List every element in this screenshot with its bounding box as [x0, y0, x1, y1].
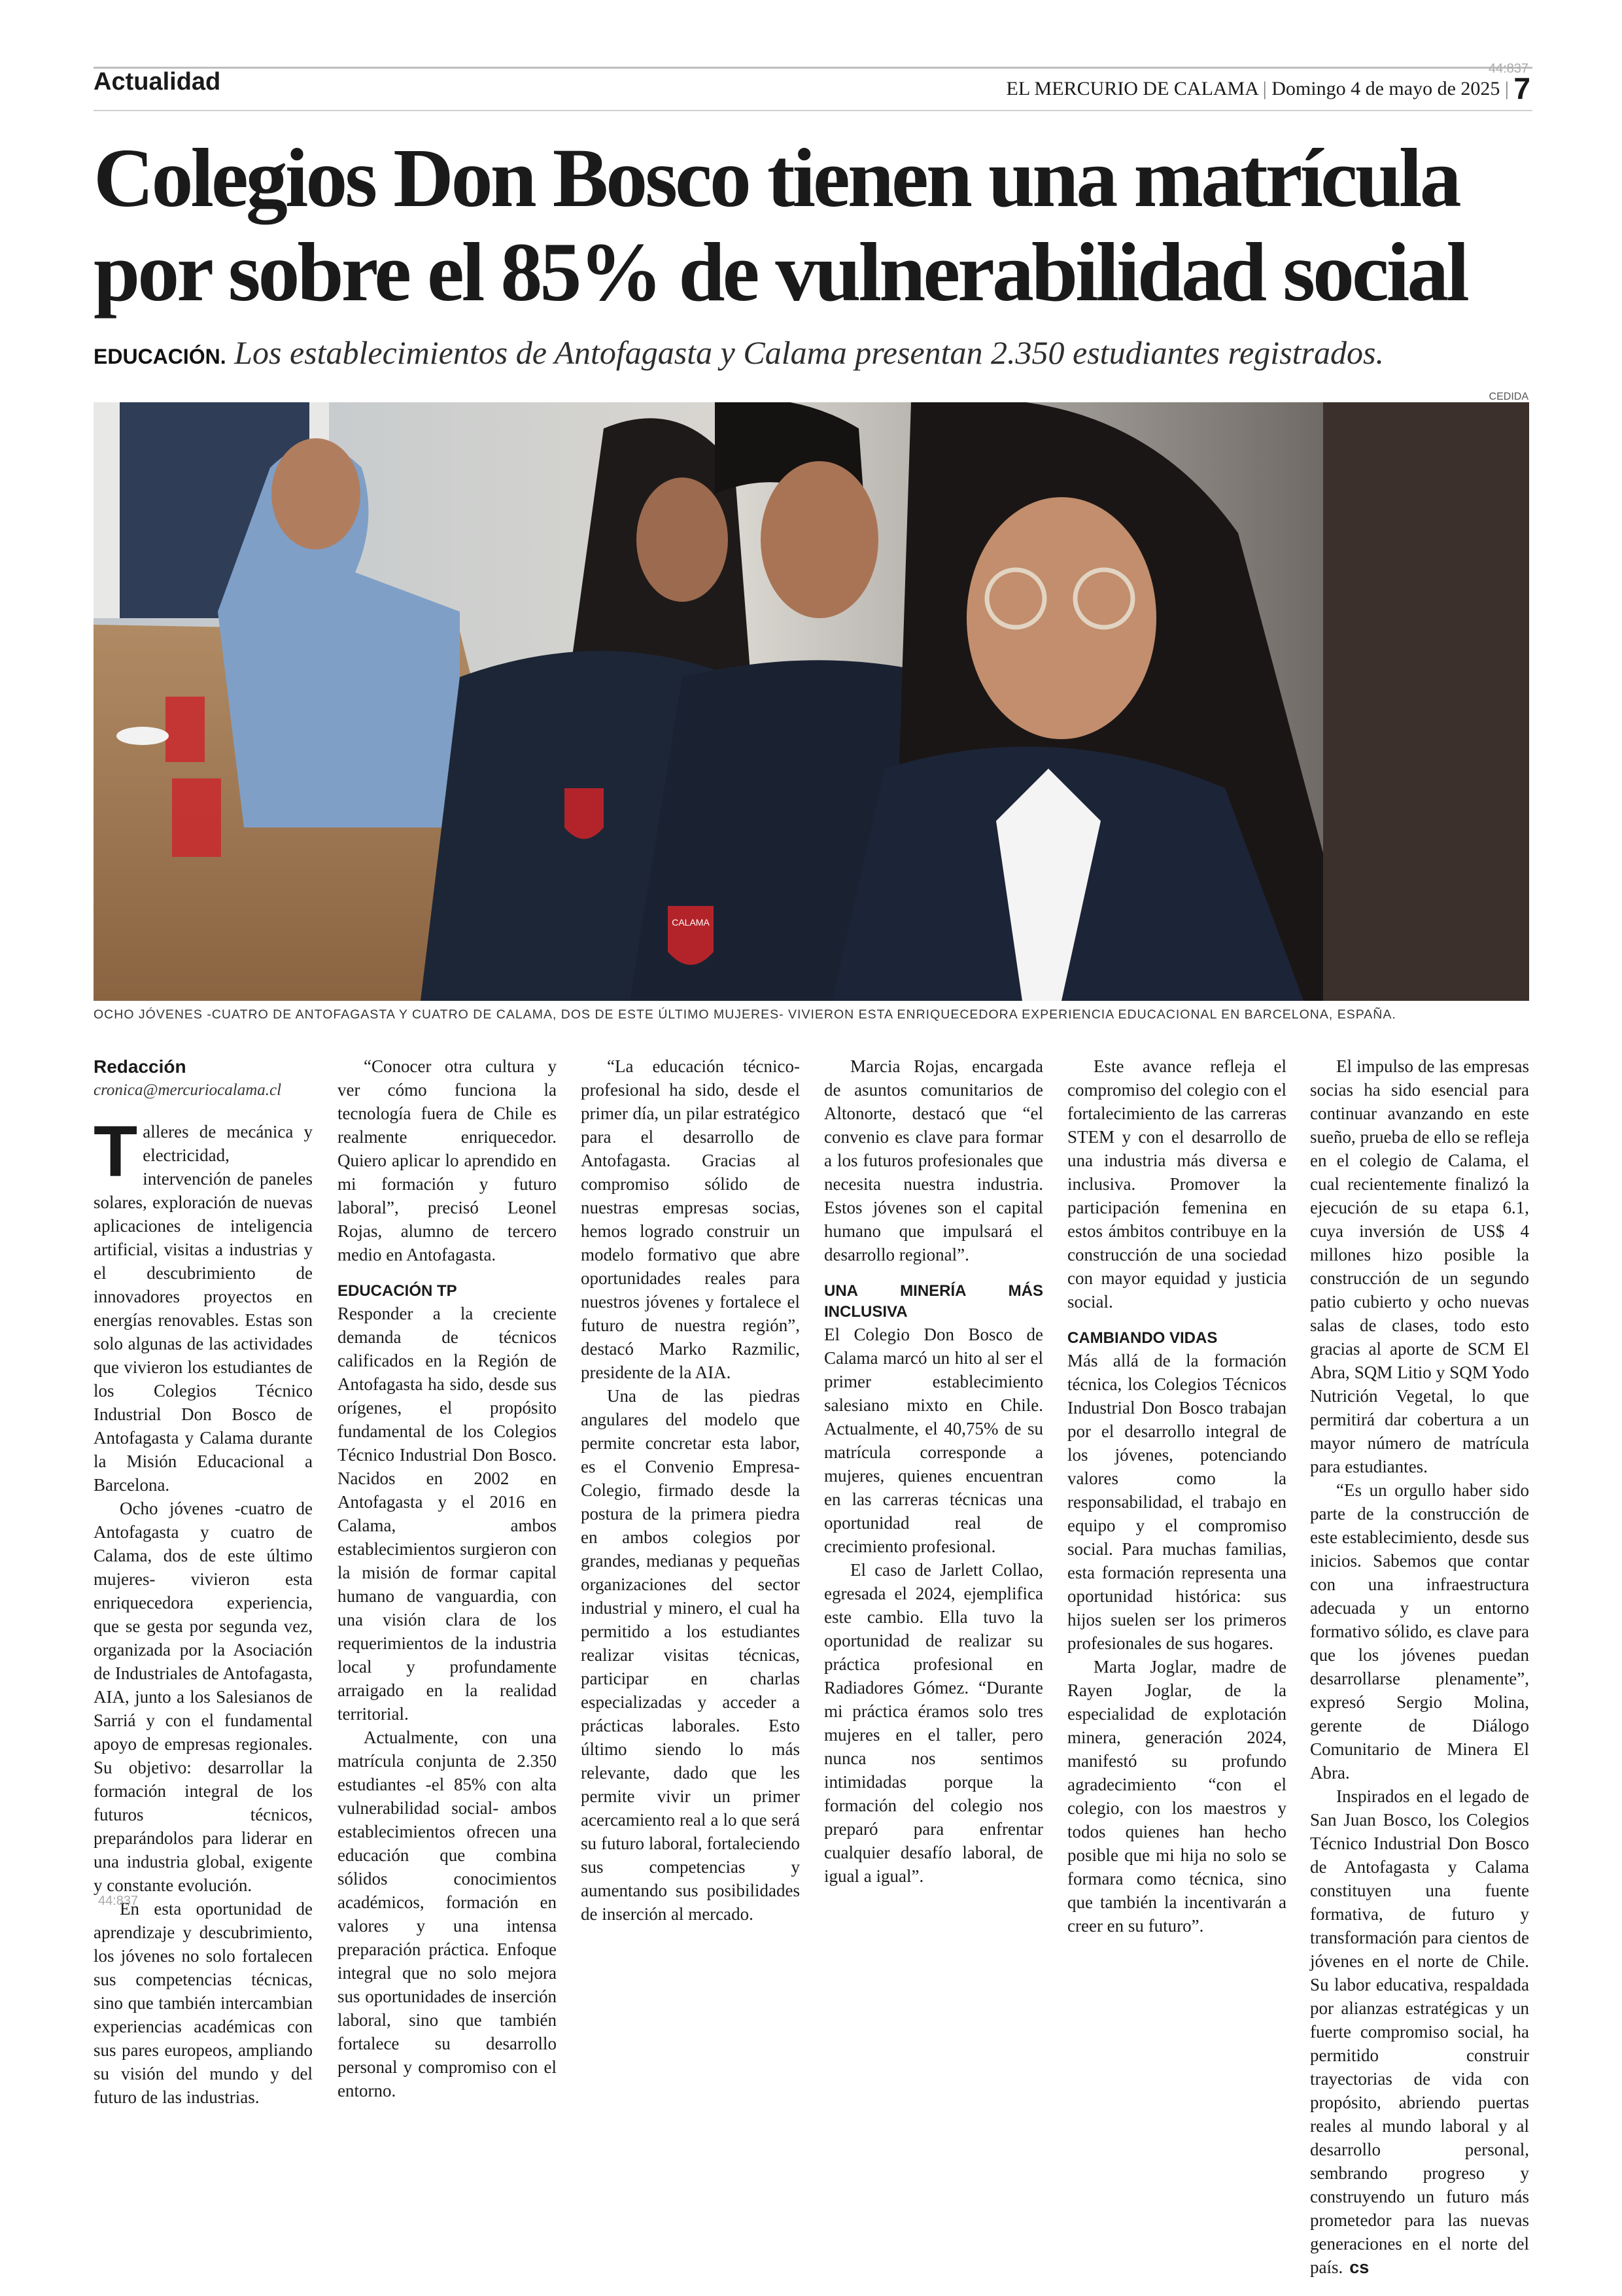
deck [94, 334, 1545, 372]
red-glass [172, 778, 221, 857]
body-paragraph: Este avance refleja el compromiso del colegio con el fortalecimiento de las carreras STEM y con el desarrollo de una industria más diversa e inclusiva. Promover la participación femenina en estos ámbitos contribuye en la construcción de una sociedad con mayor equidad y justicia social. [1067, 1056, 1286, 1312]
header-subrule [94, 110, 1532, 111]
closing-text: Inspirados en el legado de San Juan Bosco, los Colegios Técnico Industrial Don Bosco de Antofagasta y Calama constituyen una fuente formativa, de futuro y transformación para cientos de jóvenes en el norte de Chile. Su labor educativa, respaldada por alianzas estratégicas y un fuerte compromiso social, ha permitido construir trayectorias de vida con propósito, abriendo puertas reales al mundo laboral y al desarrollo personal, sembrando progreso y construyendo un futuro más prometedor para las nuevas generaciones en el norte del país. [1310, 1786, 1529, 2277]
folio [1007, 71, 1530, 106]
subhead-cambiando-vidas: CAMBIANDO VIDAS [1067, 1329, 1218, 1347]
headline [94, 131, 1545, 319]
body-paragraph: Marcia Rojas, encargada de asuntos comunitarios de Altonorte, destacó que “el convenio es clave para formar a los futuros profesionales que necesita nuestra industria. Estos jóvenes son el capital humano que impulsará el desarrollo regional”. [824, 1056, 1043, 1264]
body-paragraph: “Es un orgullo haber sido parte de la construcción de este establecimiento, desde sus inicios. Sabemos que contar con una infraestructura adecuada y un entorno formativo sólido, es clave para que los jóvenes puedan desarrollarse plenamente”, expresó Sergio Molina, gerente de Diálogo Comunitario de Minera El Abra. [1310, 1480, 1529, 1783]
article-column-1 [94, 1054, 313, 2109]
lead-text: alleres de mecánica y electricidad, intervención de paneles solares, exploración de nuevas aplicaciones de inteligencia artificial, visitas a industrias y el descubrimiento de innovadores proyectos en energías renovables. Estas son solo algunas de las actividades que vivieron los estudiantes de los Colegios Técnico Industrial Don Bosco de Antofagasta y Calama durante la Misión Educacional a Barcelona. [94, 1122, 313, 1495]
article-column-4 [824, 1054, 1043, 1888]
standing-person-right [1323, 402, 1529, 1001]
newspaper-name: EL MERCURIO DE CALAMA [1006, 78, 1258, 99]
article-column-5 [1067, 1054, 1286, 1938]
folio-separator: | [1262, 78, 1272, 99]
deck-text: Los establecimientos de Antofagasta y Calama presentan 2.350 estudiantes registrados. [226, 334, 1384, 371]
red-glass [165, 697, 205, 762]
body-paragraph: El Colegio Don Bosco de Calama marcó un hito al ser el primer establecimiento salesiano mixto en Chile. Actualmente, el 40,75% de su matrícula corresponde a mujeres, quienes encuentran en las carreras técnicas una oportunidad real de crecimiento profesional. [824, 1325, 1043, 1556]
body-paragraph: Responder a la creciente demanda de técnicos calificados en la Región de Antofagasta ha sido, desde sus orígenes, el propósito fundamental de los Colegios Técnico Industrial Don Bosco. Nacidos en 2002 en Antofagasta y el 2016 en Calama, ambos establecimientos surgieron con la misión de formar capital humano de vanguardia, con una visión clara de los requerimientos de la industria local y profundamente arraigado en la realidad territorial. [337, 1304, 557, 1724]
school-badge [564, 788, 604, 839]
headline-line-1: Colegios Don Bosco tienen una matrícula [94, 131, 1459, 224]
man-face [271, 438, 360, 549]
student-face [636, 478, 728, 602]
subhead-mineria-inclusiva: UNA MINERÍA MÁS INCLUSIVA [824, 1282, 1043, 1321]
body-paragraph: Una de las piedras angulares del modelo que permite concretar esta labor, es el Convenio Empresa-Colegio, firmado desde la postura de la primera piedra en ambos colegios por grandes, medianas y pequeñas organizaciones del sector industrial y minero, el cual ha permitido a los estudiantes realizar visitas técnicas, participar en charlas especializadas y acceder a prácticas laborales. Esto último siendo lo más relevante, dado que les permite vivir un primer acercamiento real a lo que será su futuro laboral, fortaleciendo sus competencias y aumentando sus posibilidades de inserción al mercado. [581, 1386, 800, 1924]
deck-kicker: EDUCACIÓN. [94, 345, 226, 368]
body-paragraph: El impulso de las empresas socias ha sido esencial para continuar avanzando en este sueño, prueba de ello se refleja en el colegio de Calama, el cual recientemente finalizó la ejecución de su etapa 6.1, cuya inversión de US$ 4 millones hizo posible la construcción de un segundo patio cubierto y ocho nuevas salas de clases, todo esto gracias al aporte de SCM El Abra, SQM Litio y SQM Yodo Nutrición Vegetal, lo que permitirá dar cobertura a un mayor número de matrícula para estudiantes. [1310, 1056, 1529, 1476]
lead-paragraph [94, 1111, 313, 1497]
body-paragraph: Más allá de la formación técnica, los Colegios Técnicos Industrial Don Bosco trabajan por el desarrollo integral de los jóvenes, potenciando valores como la responsabilidad, el trabajo en equipo y el compromiso social. Para muchas familias, esta formación representa una oportunidad histórica: sus hijos suelen ser los primeros profesionales de sus hogares. [1067, 1351, 1286, 1653]
body-paragraph: “La educación técnico-profesional ha sido, desde el primer día, un pilar estratégico para el desarrollo de Antofagasta. Gracias al compromiso sólido de nuestras empresas socias, hemos logrado construir un modelo formativo que abre oportunidades reales para nuestros jóvenes y fortalece el futuro de nuestra región”, destacó Marko Razmilic, presidente de la AIA. [581, 1056, 800, 1382]
body-paragraph: Actualmente, con una matrícula conjunta de 2.350 estudiantes -el 85% con alta vulnerabilidad social- ambos establecimientos ofrecen una educación que combina sólidos conocimientos académicos, formación en valores y una intensa preparación práctica. Enfoque integral que no solo mejora sus oportunidades de inserción laboral, sino que también fortalece su desarrollo personal y compromiso con el entorno. [337, 1728, 557, 2100]
school-badge [668, 906, 714, 965]
headline-line-2: por sobre el 85% de vulnerabilidad social [94, 226, 1467, 319]
table-plate [116, 727, 169, 745]
student-face [761, 461, 878, 618]
article-column-3 [581, 1054, 800, 1926]
photo-credit: CEDIDA [1489, 391, 1528, 402]
body-paragraph: El caso de Jarlett Collao, egresada el 2024, ejemplifica este cambio. Ella tuvo la oportunidad de realizar su práctica profesional en Radiadores Gómez. “Durante mi práctica éramos solo tres mujeres en el taller, pero nunca nos sentimos intimidadas porque la formación del colegio nos preparó para enfrentar cualquier desafío laboral, de igual a igual”. [824, 1560, 1043, 1886]
drop-cap: T [94, 1111, 138, 1192]
article-photo [94, 402, 1529, 1001]
body-paragraph: Ocho jóvenes -cuatro de Antofagasta y cuatro de Calama, dos de este último mujeres- vivieron esta enriquecedora experiencia, que se gesta por segunda vez, organizada por la Asociación de Industriales de Antofagasta, AIA, junto a los Salesianos de Sarriá y con el fundamental apoyo de empresas regionales. Su objetivo: desarrollar la formación integral de los futuros técnicos, preparándolos para liderar en una industria global, exigente y constante evolución. [94, 1499, 313, 1895]
page-number: 7 [1513, 71, 1530, 105]
body-paragraph: Marta Joglar, madre de Rayen Joglar, de la especialidad de explotación minera, generación 2024, manifestó su profundo agradecimiento “con el colegio, con los maestros y todos quienes han hecho posible que mi hija no solo se formara como técnica, sino que también la incentivarán a creer en su futuro”. [1067, 1657, 1286, 1936]
clip-code-bottom: 44:837 [98, 1894, 139, 1908]
body-paragraph: En esta oportunidad de aprendizaje y descubrimiento, los jóvenes no solo fortalecen sus competencias técnicas, sino que también intercambian experiencias académicas con sus pares europeos, ampliando su visión del mundo y del futuro de las industrias. [94, 1899, 313, 2107]
photo-caption: OCHO JÓVENES -CUATRO DE ANTOFAGASTA Y CUATRO DE CALAMA, DOS DE ESTE ÚLTIMO MUJERES- VIVIERON ESTA ENRIQUECEDORA EXPERIENCIA EDUCACIONAL EN BARCELONA, ESPAÑA. [94, 1007, 1396, 1022]
clip-code-top: 44:837 [1488, 61, 1528, 76]
body-paragraph [1310, 1784, 1529, 2279]
badge-text: CALAMA [672, 917, 710, 928]
article-column-6 [1310, 1054, 1529, 2279]
byline: Redacción [94, 1056, 186, 1077]
end-mark: cs [1349, 2257, 1370, 2277]
folio-separator: | [1504, 78, 1514, 99]
body-paragraph: “Conocer otra cultura y ver cómo funciona la tecnología fuera de Chile es realmente enriquecedor. Quiero aplicar lo aprendido en mi formación y futuro laboral”, precisó Leonel Rojas, alumno de tercero medio en Antofagasta. [337, 1056, 557, 1264]
article-column-2 [337, 1054, 557, 2102]
author-email: cronica@mercuriocalama.cl [94, 1081, 282, 1099]
subhead-educacion-tp: EDUCACIÓN TP [337, 1282, 457, 1300]
issue-date: Domingo 4 de mayo de 2025 [1271, 78, 1500, 99]
section-label: Actualidad [94, 68, 221, 96]
header-rule [94, 67, 1532, 69]
